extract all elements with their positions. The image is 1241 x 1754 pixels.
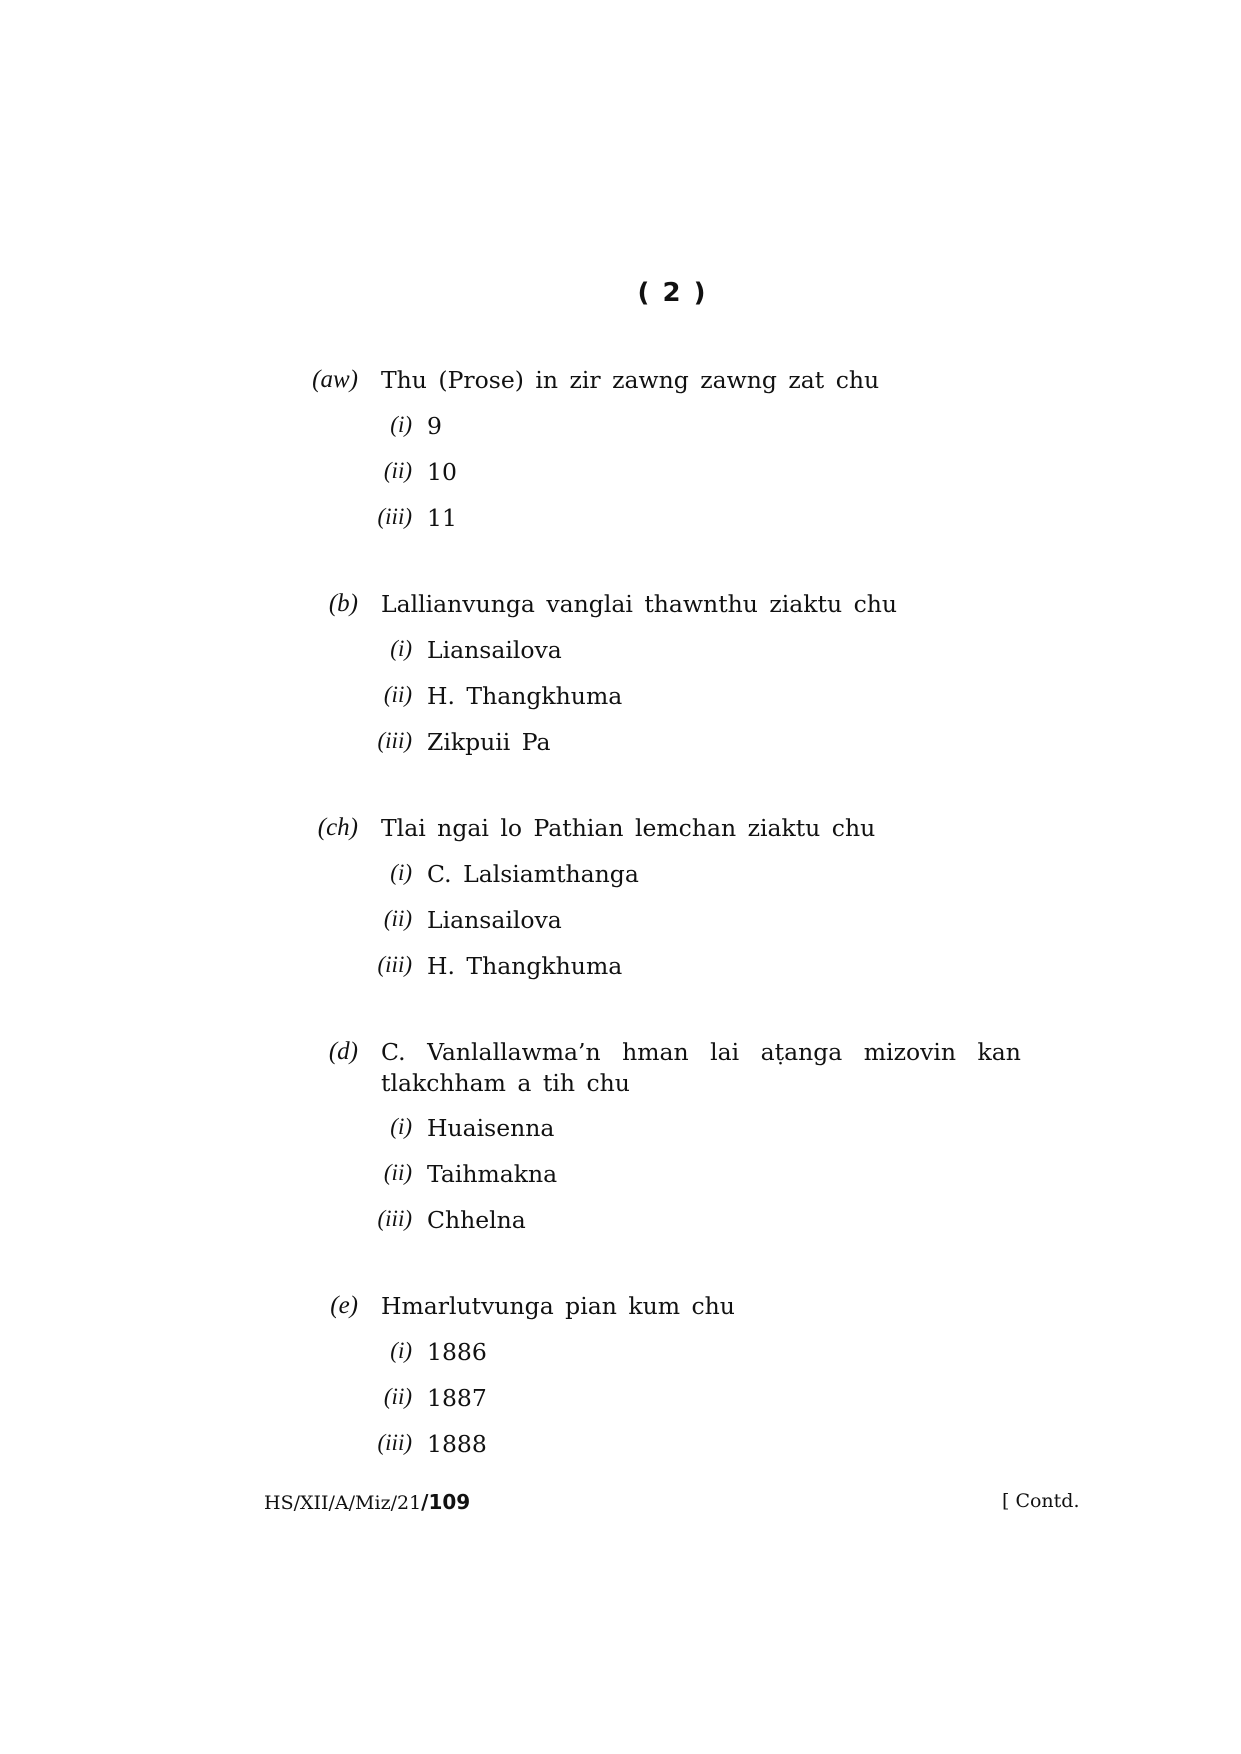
option-text: 1888 xyxy=(427,1430,487,1458)
option-text: 1886 xyxy=(427,1338,487,1366)
question-text: Lallianvunga vanglai thawnthu ziaktu chu xyxy=(381,590,898,618)
option-label: (ii) xyxy=(383,906,412,931)
option-item xyxy=(0,1158,1241,1194)
option-item xyxy=(0,726,1241,762)
option-item xyxy=(0,634,1241,670)
question-label: (aw) xyxy=(312,366,358,393)
option-text: H. Thangkhuma xyxy=(427,952,623,980)
option-item xyxy=(0,456,1241,492)
option-item xyxy=(0,1382,1241,1418)
option-item xyxy=(0,1112,1241,1148)
question-label: (ch) xyxy=(317,814,358,841)
option-label: (ii) xyxy=(383,1160,412,1185)
option-label: (i) xyxy=(390,1114,412,1139)
paper-code xyxy=(264,1490,470,1514)
option-label: (iii) xyxy=(377,952,412,977)
question-label: (b) xyxy=(328,590,358,617)
option-label: (i) xyxy=(390,1338,412,1363)
option-item xyxy=(0,1336,1241,1372)
option-text: Chhelna xyxy=(427,1206,526,1234)
page-number: ( 2 ) xyxy=(637,278,708,308)
question-text: Thu (Prose) in zir zawng zawng zat chu xyxy=(381,366,880,394)
question-text-line1: C. Vanlallawma’n hman lai aṭanga mizovin kan xyxy=(381,1038,1021,1066)
option-item xyxy=(0,502,1241,538)
option-label: (ii) xyxy=(383,682,412,707)
option-text: 10 xyxy=(427,458,457,486)
option-text: H. Thangkhuma xyxy=(427,682,623,710)
option-text: 1887 xyxy=(427,1384,487,1412)
option-label: (iii) xyxy=(377,728,412,753)
option-text: 9 xyxy=(427,412,442,440)
continued-marker: [ Contd. xyxy=(1002,1490,1080,1512)
paper-code-prefix: HS/XII/A/Miz/21 xyxy=(264,1492,422,1514)
option-text: Liansailova xyxy=(427,906,562,934)
option-item xyxy=(0,858,1241,894)
option-text: Huaisenna xyxy=(427,1114,555,1142)
option-text: Taihmakna xyxy=(427,1160,558,1188)
question-text-line2: tlakchham a tih chu xyxy=(381,1069,630,1097)
option-text: Liansailova xyxy=(427,636,562,664)
option-label: (ii) xyxy=(383,1384,412,1409)
option-label: (i) xyxy=(390,412,412,437)
question-text: Hmarlutvunga pian kum chu xyxy=(381,1292,735,1320)
question-label: (e) xyxy=(330,1292,358,1319)
option-label: (iii) xyxy=(377,1430,412,1455)
option-label: (ii) xyxy=(383,458,412,483)
paper-code-suffix: /109 xyxy=(421,1490,471,1514)
option-text: Zikpuii Pa xyxy=(427,728,551,756)
option-label: (iii) xyxy=(377,1206,412,1231)
option-item xyxy=(0,1204,1241,1240)
option-item xyxy=(0,1428,1241,1464)
question-text: Tlai ngai lo Pathian lemchan ziaktu chu xyxy=(381,814,876,842)
option-text: C. Lalsiamthanga xyxy=(427,860,639,888)
option-item xyxy=(0,680,1241,716)
option-label: (i) xyxy=(390,860,412,885)
option-item xyxy=(0,410,1241,446)
option-item xyxy=(0,950,1241,986)
option-label: (iii) xyxy=(377,504,412,529)
option-item xyxy=(0,904,1241,940)
option-label: (i) xyxy=(390,636,412,661)
option-text: 11 xyxy=(427,504,457,532)
question-label: (d) xyxy=(328,1038,358,1065)
